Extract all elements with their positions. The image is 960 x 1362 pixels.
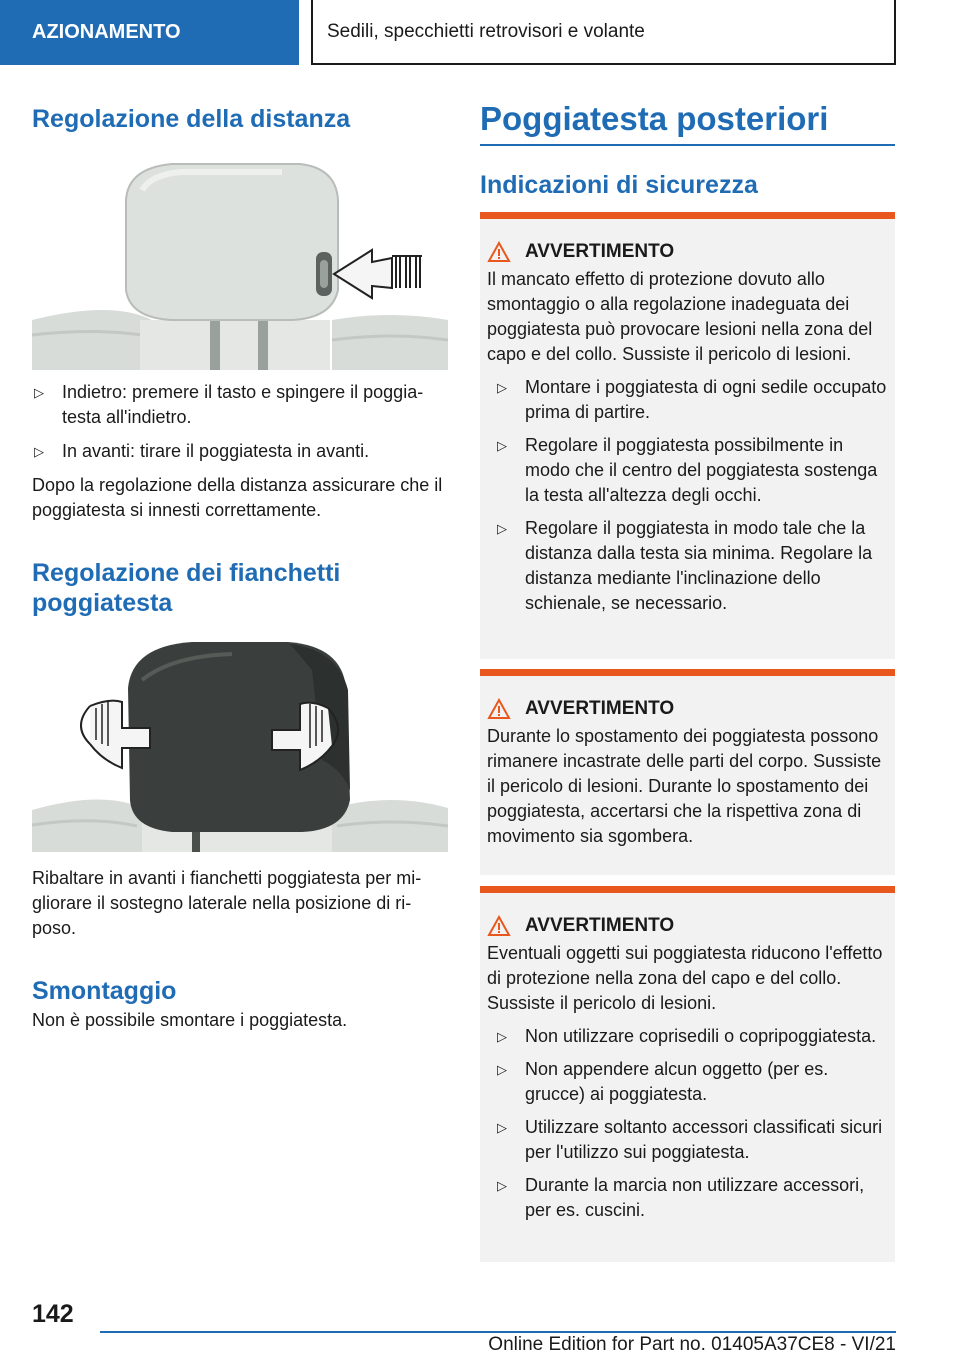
headrest-wings-image — [32, 640, 448, 852]
warning-text: Eventuali oggetti sui poggiatesta riducono l'effetto di protezione nella zona del capo e del collo. Sussiste il pericolo di lesioni. — [487, 943, 883, 1013]
bullet-triangle-icon: ▷ — [497, 438, 507, 453]
list-item — [487, 1115, 887, 1165]
list-item-text: Non appendere alcun oggetto (per es. grucce) ai poggiatesta. — [525, 1059, 829, 1104]
list-item-text: Non utilizzare coprisedili o copripoggiatesta. — [525, 1026, 877, 1046]
warning-label: AVVERTIMENTO — [525, 698, 675, 719]
section-tab — [0, 0, 299, 65]
warning-box — [480, 212, 895, 659]
footer-divider — [100, 1331, 896, 1333]
list-item-text: Regolare il poggiatesta possibilmente in modo che il centro del poggiatesta sostenga la testa all'altezza degli occhi. — [525, 435, 878, 505]
paragraph: Ribaltare in avanti i fianchetti poggiatesta per migliorare il sostegno laterale nella posizione di riposo. — [32, 868, 422, 938]
heading-removal: Smontaggio — [32, 977, 177, 1005]
warning-box — [480, 669, 895, 875]
list-item — [32, 439, 448, 464]
warning-text: Durante lo spostamento dei poggiatesta possono rimanere incastrate delle parti del corpo. Sussiste il pericolo di lesioni. Durante lo spostamento dei poggiatesta, accertarsi che la rispettiva zona di movimento sia sgombera. — [487, 726, 882, 846]
distance-content — [32, 380, 448, 523]
paragraph: Non è possibile smontare i poggiatesta. — [32, 1010, 348, 1030]
headrest-wings-illustration — [32, 640, 448, 852]
section-title: AZIONAMENTO — [32, 21, 181, 43]
wings-content — [32, 866, 448, 941]
list-item-text: Utilizzare soltanto accessori classificati sicuri per l'utilizzo sui poggiatesta. — [525, 1117, 883, 1162]
list-item — [32, 380, 448, 430]
wings-heading-wrap — [32, 558, 448, 618]
topic-title: Sedili, specchietti retrovisori e volante — [327, 20, 645, 42]
warning-text: Il mancato effetto di protezione dovuto allo smontaggio o alla regolazione inadeguata dei poggiatesta può provocare lesioni nella zona del capo e del collo. Sussiste il pericolo di lesioni. — [487, 269, 873, 364]
list-item-text: Regolare il poggiatesta in modo tale che la distanza dalla testa sia minima. Regolare la distanza mediante l'inclinazione dello schienale, se necessario. — [525, 518, 873, 613]
bullet-triangle-icon: ▷ — [34, 385, 44, 400]
warning-box — [480, 886, 895, 1262]
list-item — [487, 1024, 887, 1049]
list-item — [487, 433, 887, 508]
bullet-triangle-icon: ▷ — [34, 444, 44, 459]
subtitle: Indicazioni di sicurezza — [480, 171, 758, 199]
heading-distance: Regolazione della distanza — [32, 105, 351, 133]
headrest-distance-illustration — [32, 160, 448, 370]
warning-triangle-icon — [487, 241, 525, 263]
bullet-triangle-icon: ▷ — [497, 1062, 507, 1077]
warning-header — [487, 239, 887, 265]
warning-header — [487, 913, 887, 939]
warning-label: AVVERTIMENTO — [525, 241, 675, 262]
list-item — [487, 516, 887, 616]
bullet-triangle-icon: ▷ — [497, 1120, 507, 1135]
list-item — [487, 1057, 887, 1107]
list-item — [487, 1173, 887, 1223]
bullet-triangle-icon: ▷ — [497, 380, 507, 395]
list-item-text: Indietro: premere il tasto e spingere il poggiatesta all'indietro. — [62, 382, 424, 427]
list-item-text: Montare i poggiatesta di ogni sedile occupato prima di partire. — [525, 377, 887, 422]
warning-header — [487, 696, 887, 722]
headrest-button-image — [32, 160, 448, 370]
list-item — [487, 375, 887, 425]
left-column — [32, 104, 448, 134]
list-item-text: In avanti: tirare il poggiatesta in avanti. — [62, 441, 370, 461]
warning-triangle-icon — [487, 915, 525, 937]
page-number: 142 — [32, 1300, 74, 1328]
bullet-triangle-icon: ▷ — [497, 521, 507, 536]
bullet-triangle-icon: ▷ — [497, 1029, 507, 1044]
removal-section — [32, 976, 448, 1033]
heading-wings: Regolazione dei fianchetti poggiatesta — [32, 559, 341, 617]
warning-label: AVVERTIMENTO — [525, 915, 675, 936]
paragraph: Dopo la regolazione della distanza assicurare che il poggiatesta si innesti correttamente. — [32, 475, 443, 520]
warning-triangle-icon — [487, 698, 525, 720]
topic-tab — [311, 0, 896, 65]
right-title-wrap — [480, 100, 895, 200]
page-title: Poggiatesta posteriori — [480, 100, 895, 146]
list-item-text: Durante la marcia non utilizzare accessori, per es. cuscini. — [525, 1175, 865, 1220]
edition-note: Online Edition for Part no. 01405A37CE8 - VI/21 — [488, 1334, 896, 1355]
bullet-triangle-icon: ▷ — [497, 1178, 507, 1193]
